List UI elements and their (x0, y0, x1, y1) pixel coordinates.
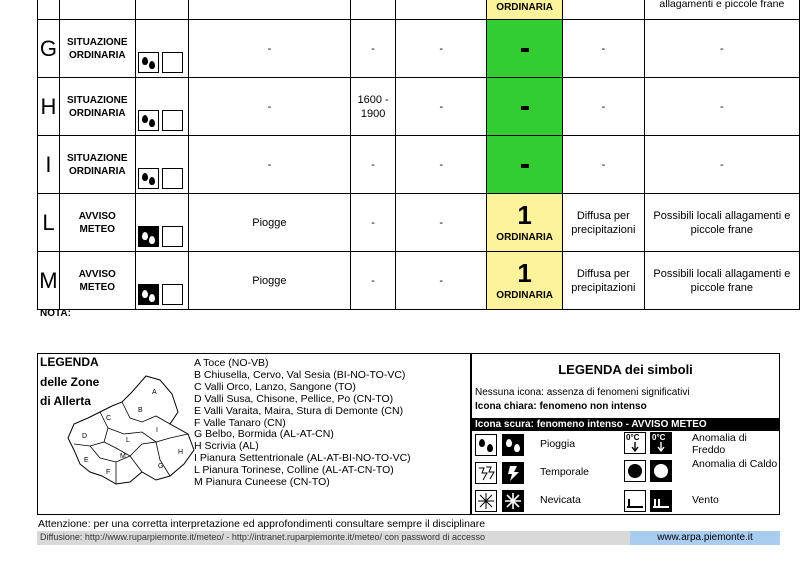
diffusion-links[interactable]: Diffusione: http://www.ruparpiemonte.it/meteo/ - http://intranet.ruparpiemonte.it/meteo/ con password di accesso (40, 532, 486, 542)
footer-bar (37, 531, 780, 545)
legend-line: Icona chiara: fenomeno non intenso (475, 401, 647, 412)
zero-celsius-text: 0°C (652, 433, 666, 442)
level-cell-ordinary (487, 78, 563, 136)
zone-item: B Chiusella, Cervo, Val Sesia (BI-NO-TO-VC) (194, 368, 406, 381)
rain-intense-icon (502, 434, 524, 456)
table-row (38, 252, 800, 310)
map-letter: L (126, 437, 130, 444)
wind-label: Vento (692, 494, 719, 506)
cell: - (396, 136, 487, 194)
map-letter: F (106, 469, 111, 476)
effects-cell: - (188, 136, 351, 194)
cell: - (562, 136, 644, 194)
zone-item: L Pianura Torinese, Colline (AL-AT-CN-TO) (194, 464, 394, 477)
wind-intense-icon (650, 490, 672, 512)
ordinary-dash (521, 106, 529, 110)
cold-label: Anomalia di Freddo (692, 432, 747, 456)
storm-light-icon (475, 462, 497, 484)
cell: - (396, 20, 487, 78)
map-letter: E (84, 457, 89, 464)
zones-list (194, 358, 411, 489)
zone-item: E Valli Varaita, Maira, Stura di Demonte (CN) (194, 404, 404, 417)
altitude-cell: - (351, 136, 396, 194)
icons-cell (135, 20, 188, 78)
zone-item: F Valle Tanaro (CN) (194, 416, 286, 429)
level-cell-ordinary (487, 20, 563, 78)
effects-desc-cell (644, 0, 799, 20)
cold-light-icon (624, 432, 646, 454)
map-letter: I (156, 427, 158, 434)
piedmont-zones-map (60, 372, 200, 487)
rain-light-icon (138, 168, 159, 189)
state-label: AVVISO METEO (59, 252, 135, 310)
rain-intense-icon (138, 226, 159, 247)
ordinary-dash (521, 48, 529, 52)
zone-item: G Belbo, Bormida (AL-AT-CN) (194, 428, 334, 441)
zone-letter: I (38, 136, 60, 194)
zero-celsius-text: 0°C (626, 433, 640, 442)
table-row (38, 78, 800, 136)
state-label: SITUAZIONE ORDINARIA (59, 78, 135, 136)
table-row (38, 136, 800, 194)
effects-desc: Possibili locali allagamenti e piccole frane (644, 194, 799, 252)
cell: Diffusa per precipitazioni (562, 194, 644, 252)
zone-letter: H (38, 78, 60, 136)
zone-letter: G (38, 20, 60, 78)
level-cell (487, 0, 563, 20)
empty-icon-box (162, 168, 183, 189)
alert-level-number: 1 (517, 199, 532, 230)
map-letter: B (138, 407, 143, 414)
level-label: ORDINARIA (496, 2, 553, 13)
zone-item: A Toce (NO-VB) (194, 357, 269, 369)
effects-cell: - (188, 20, 351, 78)
map-letter: C (106, 415, 112, 422)
rain-light-icon (138, 110, 159, 131)
storm-intense-icon (502, 462, 524, 484)
zone-item: C Valli Orco, Lanzo, Sangone (TO) (194, 380, 356, 393)
state-cell (59, 0, 135, 20)
rain-light-icon (138, 52, 159, 73)
zone-letter: M (38, 252, 60, 310)
altitude-cell (351, 0, 396, 20)
legend-line-dark: Icona scura: fenomeno intenso - AVVISO METEO (472, 418, 779, 431)
cell: - (396, 252, 487, 310)
altitude-cell: - (351, 252, 396, 310)
zones-legend-title: di Allerta (40, 394, 91, 408)
level-label: ORDINARIA (496, 289, 553, 301)
cell: - (644, 20, 799, 78)
cell: - (562, 78, 644, 136)
site-link[interactable]: www.arpa.piemonte.it (630, 531, 780, 545)
icons-cell (135, 136, 188, 194)
cell: Diffusa per precipitazioni (562, 252, 644, 310)
table-row (38, 0, 800, 20)
effects-cell: Piogge (188, 252, 351, 310)
snow-label: Nevicata (540, 494, 581, 506)
level-cell-ordinary (487, 136, 563, 194)
cell (396, 0, 487, 20)
map-letter: A (152, 389, 157, 396)
zones-legend-title: LEGENDA (40, 355, 99, 369)
cold-intense-icon (650, 432, 672, 454)
altitude-cell: 1600 - 1900 (351, 78, 396, 136)
map-letter: G (158, 463, 164, 470)
altitude-cell: - (351, 194, 396, 252)
cell: - (644, 136, 799, 194)
heat-light-icon (624, 460, 646, 482)
rain-label: Pioggia (540, 438, 576, 450)
cell: - (396, 194, 487, 252)
rain-light-icon (475, 434, 497, 456)
zone-item: H Scrivia (AL) (194, 440, 259, 453)
state-label: SITUAZIONE ORDINARIA (59, 136, 135, 194)
icons-cell (135, 252, 188, 310)
effects-cell: - (188, 78, 351, 136)
state-label: AVVISO METEO (59, 194, 135, 252)
level-cell (487, 252, 563, 310)
storm-label: Temporale (540, 466, 590, 478)
empty-icon-box (162, 110, 183, 131)
level-label: ORDINARIA (496, 231, 553, 243)
effects-cell: Piogge (188, 194, 351, 252)
heat-intense-icon (650, 460, 672, 482)
snow-intense-icon (502, 490, 524, 512)
attention-note: Attenzione: per una corretta interpretazione ed approfondimenti consultare sempre il disciplinare (38, 518, 486, 530)
zones-legend (37, 353, 471, 515)
zone-letter: L (38, 194, 60, 252)
zones-legend-title: delle Zone (40, 375, 100, 389)
effects-cell (188, 0, 351, 20)
cell: - (644, 78, 799, 136)
zone-cell (38, 0, 60, 20)
icons-cell (135, 78, 188, 136)
cell: - (396, 78, 487, 136)
symbols-legend-title: LEGENDA dei simboli (558, 362, 693, 377)
cell (562, 0, 644, 20)
heat-label: Anomalia di Caldo (692, 458, 778, 470)
table-row (38, 20, 800, 78)
zone-item: D Valli Susa, Chisone, Pellice, Po (CN-TO) (194, 392, 394, 405)
altitude-cell: - (351, 20, 396, 78)
snow-light-icon (475, 490, 497, 512)
table-row (38, 194, 800, 252)
alert-level-number: 1 (517, 257, 532, 288)
level-cell (487, 194, 563, 252)
map-letter: M (120, 453, 126, 460)
icons-cell (135, 0, 188, 20)
map-letter: D (82, 433, 88, 440)
cell: - (562, 20, 644, 78)
empty-icon-box (162, 226, 183, 247)
effects-desc: Possibili locali allagamenti e piccole frane (644, 252, 799, 310)
effects-desc: allagamenti e piccole frane (659, 0, 785, 10)
alert-table (37, 0, 800, 310)
zone-item: M Pianura Cuneese (CN-TO) (194, 476, 330, 489)
zone-item: I Pianura Settentrionale (AL-AT-BI-NO-TO-VC) (194, 452, 411, 465)
state-label: SITUAZIONE ORDINARIA (59, 20, 135, 78)
map-letter: H (178, 449, 184, 456)
symbols-legend (471, 353, 780, 515)
nota-label: NOTA: (40, 308, 71, 319)
legend-line: Nessuna icona: assenza di fenomeni significativi (475, 387, 690, 398)
empty-icon-box (162, 52, 183, 73)
empty-icon-box (162, 284, 183, 305)
icons-cell (135, 194, 188, 252)
ordinary-dash (521, 164, 529, 168)
wind-light-icon (624, 490, 646, 512)
rain-intense-icon (138, 284, 159, 305)
